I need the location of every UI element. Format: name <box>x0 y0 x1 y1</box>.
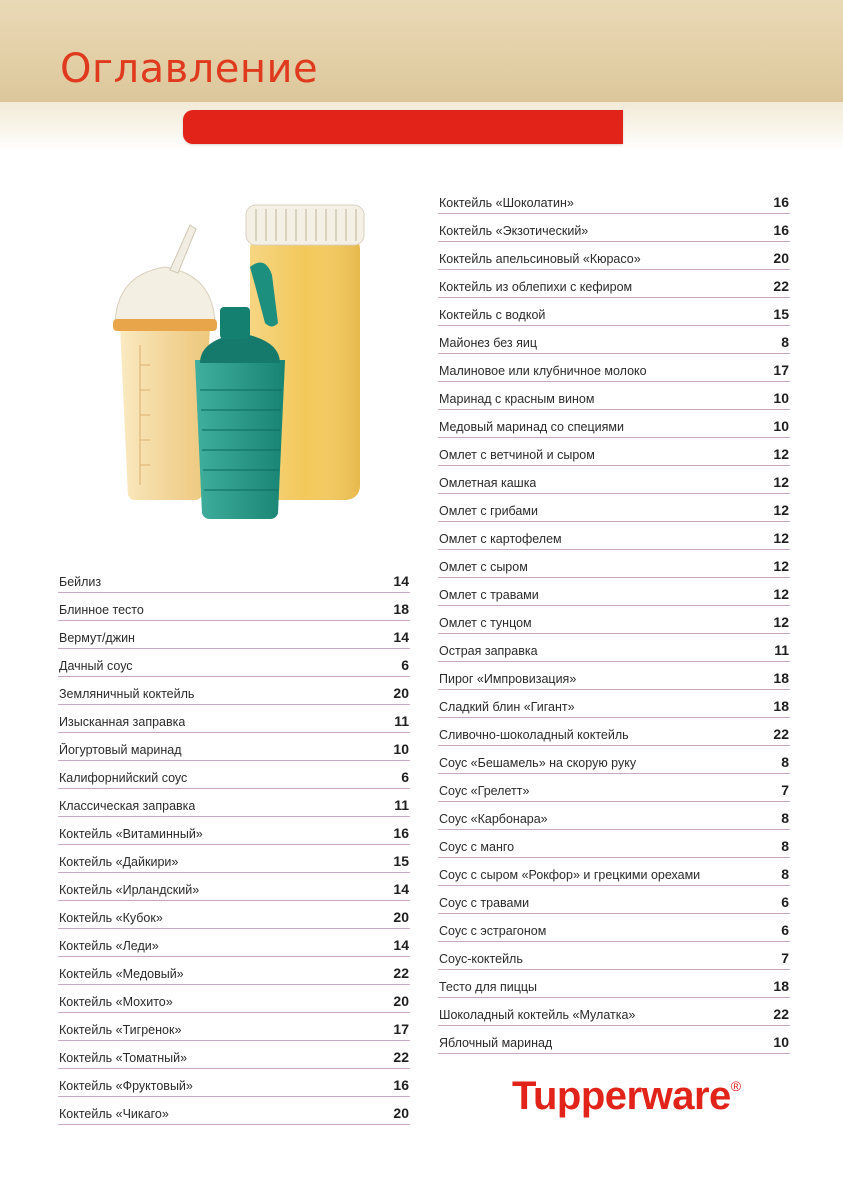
page-title: Оглавление <box>60 46 319 92</box>
toc-entry-title: Маринад с красным вином <box>439 392 595 406</box>
toc-entry-page: 18 <box>773 670 789 686</box>
toc-entry-page: 17 <box>393 1021 409 1037</box>
toc-entry-title: Коктейль «Чикаго» <box>59 1107 169 1121</box>
toc-entry-page: 8 <box>781 810 789 826</box>
toc-entry-page: 22 <box>393 1049 409 1065</box>
toc-entry-title: Соус с травами <box>439 896 530 910</box>
toc-entry <box>58 1069 410 1097</box>
toc-entry <box>58 761 410 789</box>
toc-entry-title: Малиновое или клубничное молоко <box>439 364 647 378</box>
toc-entry-page: 6 <box>781 894 789 910</box>
toc-entry-page: 12 <box>773 446 789 462</box>
toc-entry <box>438 886 790 914</box>
toc-entry <box>438 718 790 746</box>
toc-entry <box>438 466 790 494</box>
toc-entry-page: 10 <box>773 1034 789 1050</box>
toc-entry-page: 8 <box>781 838 789 854</box>
toc-entry-title: Коктейль «Томатный» <box>59 1051 188 1065</box>
toc-entry-title: Коктейль «Шоколатин» <box>439 196 574 210</box>
toc-entry-title: Соус с эстрагоном <box>439 924 547 938</box>
toc-entry-page: 12 <box>773 474 789 490</box>
toc-entry-page: 12 <box>773 530 789 546</box>
product-illustration <box>100 195 380 525</box>
toc-entry-page: 20 <box>393 909 409 925</box>
toc-entry <box>58 649 410 677</box>
toc-entry-title: Омлет с грибами <box>439 504 538 518</box>
toc-entry <box>438 942 790 970</box>
toc-entry-title: Коктейль «Ирландский» <box>59 883 200 897</box>
toc-entry-page: 8 <box>781 754 789 770</box>
toc-entry <box>58 565 410 593</box>
toc-entry <box>58 901 410 929</box>
toc-entry-page: 15 <box>393 853 409 869</box>
toc-entry-page: 18 <box>773 698 789 714</box>
toc-entry <box>438 634 790 662</box>
toc-entry <box>438 438 790 466</box>
toc-entry <box>438 830 790 858</box>
toc-entry <box>438 270 790 298</box>
toc-entry-page: 22 <box>393 965 409 981</box>
toc-entry-title: Коктейль «Мохито» <box>59 995 173 1009</box>
toc-entry-title: Классическая заправка <box>59 799 196 813</box>
toc-entry <box>438 242 790 270</box>
toc-left-column <box>58 565 410 1125</box>
toc-entry-title: Сладкий блин «Гигант» <box>439 700 575 714</box>
toc-entry <box>438 578 790 606</box>
toc-entry-title: Бейлиз <box>59 575 102 589</box>
toc-entry-page: 6 <box>401 769 409 785</box>
toc-entry <box>438 382 790 410</box>
toc-entry-page: 20 <box>393 1105 409 1121</box>
toc-entry-title: Коктейль «Дайкири» <box>59 855 179 869</box>
toc-entry <box>438 214 790 242</box>
toc-entry-title: Омлет с травами <box>439 588 539 602</box>
toc-entry-title: Соус «Бешамель» на скорую руку <box>439 756 637 770</box>
toc-entry <box>58 733 410 761</box>
toc-entry-page: 11 <box>394 797 409 813</box>
toc-entry-page: 8 <box>781 334 789 350</box>
toc-entry-title: Блинное тесто <box>59 603 144 617</box>
toc-entry-page: 22 <box>773 1006 789 1022</box>
toc-entry <box>438 774 790 802</box>
toc-entry-title: Коктейль с водкой <box>439 308 546 322</box>
toc-right-column <box>438 186 790 1054</box>
toc-entry-page: 7 <box>781 782 789 798</box>
toc-entry-page: 14 <box>393 573 409 589</box>
brand-registered-mark: ® <box>730 1078 741 1094</box>
toc-entry-page: 18 <box>773 978 789 994</box>
toc-entry <box>438 522 790 550</box>
toc-entry-title: Соус «Грелетт» <box>439 784 530 798</box>
toc-entry-title: Медовый маринад со специями <box>439 420 624 434</box>
toc-entry-page: 7 <box>781 950 789 966</box>
toc-entry-title: Соус с сыром «Рокфор» и грецкими орехами <box>439 868 701 882</box>
toc-entry-page: 12 <box>773 614 789 630</box>
toc-entry-page: 16 <box>773 194 789 210</box>
toc-entry-page: 12 <box>773 502 789 518</box>
toc-entry-page: 16 <box>393 825 409 841</box>
toc-entry <box>438 410 790 438</box>
toc-entry-title: Вермут/джин <box>59 631 135 645</box>
toc-entry <box>58 1041 410 1069</box>
toc-entry <box>58 957 410 985</box>
toc-entry-page: 10 <box>393 741 409 757</box>
toc-entry <box>438 662 790 690</box>
toc-entry <box>58 929 410 957</box>
toc-entry <box>58 873 410 901</box>
toc-entry <box>58 817 410 845</box>
toc-entry <box>438 326 790 354</box>
toc-entry-page: 6 <box>781 922 789 938</box>
toc-entry <box>438 914 790 942</box>
toc-entry-title: Изысканная заправка <box>59 715 186 729</box>
toc-entry-title: Коктейль «Экзотический» <box>439 224 589 238</box>
toc-entry <box>438 690 790 718</box>
toc-entry-title: Земляничный коктейль <box>59 687 195 701</box>
toc-entry-page: 16 <box>773 222 789 238</box>
toc-entry-title: Коктейль «Кубок» <box>59 911 163 925</box>
toc-entry-page: 11 <box>774 642 789 658</box>
toc-entry-title: Йогуртовый маринад <box>59 743 182 757</box>
toc-entry-page: 11 <box>394 713 409 729</box>
toc-entry-title: Омлетная кашка <box>439 476 537 490</box>
toc-entry-page: 22 <box>773 278 789 294</box>
toc-entry-title: Омлет с сыром <box>439 560 528 574</box>
toc-entry-page: 15 <box>773 306 789 322</box>
toc-entry-page: 14 <box>393 629 409 645</box>
toc-entry-title: Тесто для пиццы <box>439 980 538 994</box>
toc-entry-title: Омлет с тунцом <box>439 616 532 630</box>
toc-entry <box>438 998 790 1026</box>
toc-entry <box>58 705 410 733</box>
toc-entry <box>438 802 790 830</box>
toc-entry-page: 16 <box>393 1077 409 1093</box>
toc-entry-title: Яблочный маринад <box>439 1036 553 1050</box>
toc-entry-title: Пирог «Импровизация» <box>439 672 577 686</box>
toc-entry <box>438 186 790 214</box>
toc-entry-page: 22 <box>773 726 789 742</box>
toc-entry <box>438 1026 790 1054</box>
toc-entry-title: Омлет с картофелем <box>439 532 562 546</box>
toc-entry-title: Коктейль из облепихи с кефиром <box>439 280 633 294</box>
toc-entry <box>58 593 410 621</box>
toc-entry-page: 12 <box>773 586 789 602</box>
toc-entry <box>58 789 410 817</box>
toc-entry <box>438 606 790 634</box>
toc-entry <box>58 1097 410 1125</box>
toc-entry-title: Соус-коктейль <box>439 952 523 966</box>
toc-entry-title: Острая заправка <box>439 644 538 658</box>
toc-entry-page: 8 <box>781 866 789 882</box>
toc-entry-page: 10 <box>773 418 789 434</box>
toc-entry-page: 20 <box>393 685 409 701</box>
toc-entry <box>438 746 790 774</box>
toc-entry-title: Коктейль «Медовый» <box>59 967 184 981</box>
toc-entry-title: Соус с манго <box>439 840 515 854</box>
toc-entry-page: 14 <box>393 881 409 897</box>
toc-entry <box>438 970 790 998</box>
toc-entry-title: Коктейль «Фруктовый» <box>59 1079 193 1093</box>
toc-entry-title: Коктейль «Тигренок» <box>59 1023 182 1037</box>
toc-entry <box>58 621 410 649</box>
toc-entry <box>58 677 410 705</box>
toc-entry-page: 18 <box>393 601 409 617</box>
toc-entry-page: 17 <box>773 362 789 378</box>
toc-entry-page: 10 <box>773 390 789 406</box>
header-accent-bar <box>183 110 623 144</box>
toc-entry <box>438 550 790 578</box>
toc-entry-title: Майонез без яиц <box>439 336 538 350</box>
toc-entry-title: Калифорнийский соус <box>59 771 188 785</box>
toc-entry-page: 14 <box>393 937 409 953</box>
brand-logo <box>512 1074 741 1119</box>
toc-entry-title: Дачный соус <box>59 659 133 673</box>
toc-entry-title: Коктейль «Леди» <box>59 939 159 953</box>
toc-entry <box>438 858 790 886</box>
toc-entry-page: 6 <box>401 657 409 673</box>
toc-entry-page: 12 <box>773 558 789 574</box>
toc-entry <box>58 985 410 1013</box>
toc-entry <box>438 354 790 382</box>
toc-entry-title: Омлет с ветчиной и сыром <box>439 448 595 462</box>
toc-entry <box>438 494 790 522</box>
toc-entry-title: Шоколадный коктейль «Мулатка» <box>439 1008 636 1022</box>
toc-entry <box>438 298 790 326</box>
toc-entry <box>58 1013 410 1041</box>
brand-name: Tupperware <box>512 1074 731 1118</box>
toc-entry-title: Сливочно-шоколадный коктейль <box>439 728 629 742</box>
toc-entry-title: Коктейль «Витаминный» <box>59 827 203 841</box>
toc-entry <box>58 845 410 873</box>
toc-entry-page: 20 <box>773 250 789 266</box>
toc-entry-page: 20 <box>393 993 409 1009</box>
toc-entry-title: Коктейль апельсиновый «Кюрасо» <box>439 252 641 266</box>
toc-entry-title: Соус «Карбонара» <box>439 812 548 826</box>
